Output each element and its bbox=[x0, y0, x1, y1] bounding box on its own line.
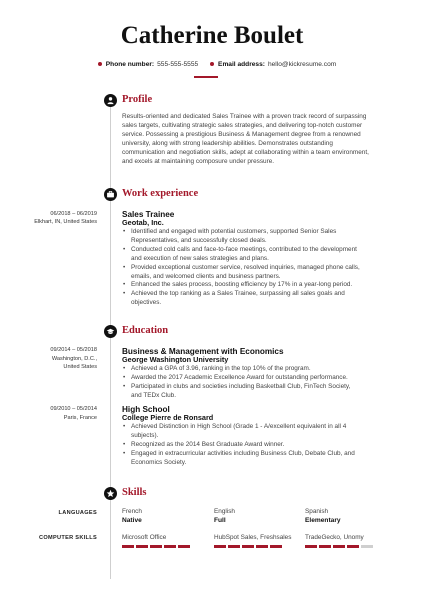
list-item: • Identified and engaged with potential customers, supported Senior Sales Representatives, and successfully closed deals. bbox=[122, 228, 392, 246]
job-company: Geotab, Inc. bbox=[122, 218, 164, 227]
list-item: • Awarded the 2017 Academic Excellence Award for outstanding performance. bbox=[122, 374, 392, 383]
edu-dates: 09/2010 – 05/2014 bbox=[50, 406, 97, 412]
computer-skills-label: COMPUTER SKILLS bbox=[39, 535, 97, 541]
edu-bullets bbox=[122, 423, 392, 468]
section-title-education: Education bbox=[122, 325, 169, 336]
edu-bullets bbox=[122, 365, 392, 401]
skill-rating-bar bbox=[214, 545, 282, 548]
language-name: English bbox=[214, 508, 235, 515]
profile-line: communication and negotiation skills, adept at collaborating within a team environment, bbox=[122, 148, 369, 156]
rating-segment bbox=[228, 545, 240, 548]
rating-segment bbox=[347, 545, 359, 548]
candidate-name: Catherine Boulet bbox=[120, 22, 304, 49]
profile-line: service. Possessing a prestigious Business & Management degree from a renowned bbox=[122, 130, 361, 138]
rating-segment bbox=[319, 545, 331, 548]
job-location: Elkhart, IN, United States bbox=[34, 219, 97, 225]
edu-location: Washington, D.C., bbox=[51, 356, 97, 362]
language-name: Spanish bbox=[305, 508, 329, 515]
profile-line: university, along with strong leadership abilities. Demonstrates outstanding bbox=[122, 139, 333, 147]
rating-segment bbox=[333, 545, 345, 548]
languages-label: LANGUAGES bbox=[58, 510, 97, 516]
edu-location: United States bbox=[63, 364, 97, 370]
profile-line: Results-oriented and dedicated Sales Trainee with a proven track record of surpassing bbox=[122, 113, 367, 120]
section-title-skills: Skills bbox=[122, 487, 147, 498]
computer-skill-name: Microsoft Office bbox=[122, 534, 167, 541]
bullet-dot-icon bbox=[98, 62, 102, 66]
school-name: George Washington University bbox=[122, 355, 229, 364]
section-title-profile: Profile bbox=[122, 94, 153, 105]
rating-segment bbox=[270, 545, 282, 548]
list-item: • Engaged in extracurricular activities including Business Club, Debate Club, and Economics Society. bbox=[122, 450, 392, 468]
job-title: Sales Trainee bbox=[122, 210, 175, 219]
list-item: • Recognized as the 2014 Best Graduate Award winner. bbox=[122, 441, 392, 450]
degree-title: Business & Management with Economics bbox=[122, 347, 284, 356]
rating-segment bbox=[361, 545, 373, 548]
rating-segment bbox=[256, 545, 268, 548]
person-icon bbox=[104, 94, 117, 107]
list-item: • Conducted cold calls and face-to-face meetings, contributed to the development and execution of new sales strategies and plans. bbox=[122, 246, 392, 264]
language-name: French bbox=[122, 508, 142, 515]
profile-line: sales targets, cultivating strategic sales strategies, and delivering top-notch customer bbox=[122, 121, 363, 129]
phone-label: Phone number: bbox=[105, 61, 155, 68]
star-icon bbox=[104, 487, 117, 500]
email-value: hello@kickresume.com bbox=[267, 61, 337, 68]
language-level: Full bbox=[214, 517, 226, 524]
header-divider bbox=[194, 76, 218, 78]
edu-location: Paris, France bbox=[63, 415, 97, 421]
list-item: • Achieved the top ranking as a Sales Trainee, surpassing all sales goals and objectives. bbox=[122, 290, 392, 308]
list-item: • Achieved Distinction in High School (Grade 1 - A/excellent equivalent in all 4 subjects). bbox=[122, 423, 392, 441]
skill-rating-bar bbox=[305, 545, 373, 548]
rating-segment bbox=[164, 545, 176, 548]
profile-line: and excels at maintaining composure under pressure. bbox=[122, 157, 275, 165]
edu-dates: 09/2014 – 05/2018 bbox=[50, 347, 97, 353]
profile-text bbox=[122, 113, 394, 166]
language-level: Native bbox=[122, 517, 142, 524]
email-label: Email address: bbox=[218, 61, 265, 68]
list-item: • Participated in clubs and societies including Basketball Club, FinTech Society, and TEDx Club. bbox=[122, 383, 392, 401]
rating-segment bbox=[214, 545, 226, 548]
list-item: • Provided exceptional customer service, resolved inquiries, managed phone calls, emails, and welcomed clients and business partners. bbox=[122, 264, 392, 282]
bullet-dot-icon bbox=[210, 62, 214, 66]
rating-segment bbox=[122, 545, 134, 548]
degree-title: High School bbox=[122, 405, 170, 414]
school-name: College Pierre de Ronsard bbox=[122, 413, 214, 422]
job-dates: 06/2018 – 06/2019 bbox=[50, 211, 97, 217]
computer-skill-name: HubSpot Sales, Freshsales bbox=[214, 534, 292, 541]
contact-line bbox=[0, 61, 424, 68]
phone-value: 555-555-5555 bbox=[157, 61, 199, 68]
job-bullets bbox=[122, 228, 392, 308]
rating-segment bbox=[150, 545, 162, 548]
language-level: Elementary bbox=[305, 517, 341, 524]
graduation-cap-icon bbox=[104, 325, 117, 338]
rating-segment bbox=[136, 545, 148, 548]
rating-segment bbox=[178, 545, 190, 548]
list-item: • Achieved a GPA of 3.96, ranking in the top 10% of the program. bbox=[122, 365, 392, 374]
computer-skill-name: TradeGecko, Unomy bbox=[305, 534, 364, 541]
skill-rating-bar bbox=[122, 545, 190, 548]
rating-segment bbox=[305, 545, 317, 548]
list-item: • Enhanced the sales process, boosting efficiency by 17% in a year-long period. bbox=[122, 281, 392, 290]
briefcase-icon bbox=[104, 188, 117, 201]
section-title-work: Work experience bbox=[122, 188, 199, 199]
rating-segment bbox=[242, 545, 254, 548]
timeline-line bbox=[110, 102, 111, 579]
